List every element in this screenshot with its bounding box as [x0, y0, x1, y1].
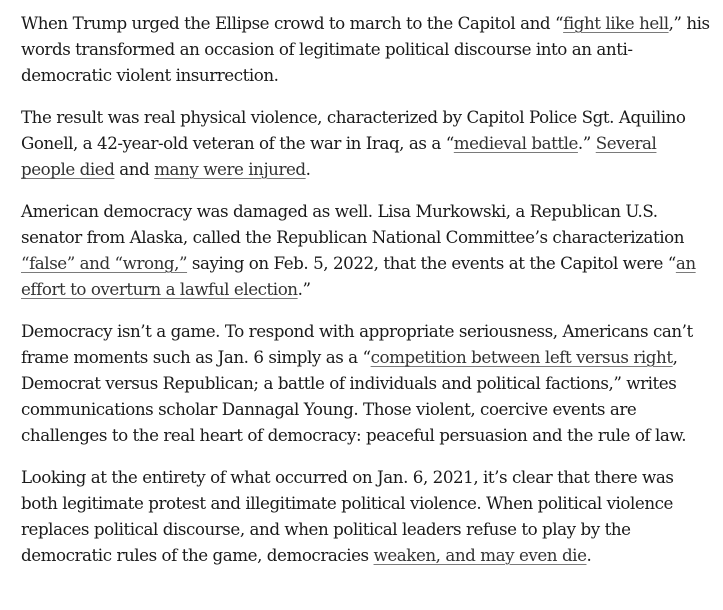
text-segment: ,” his words transformed an occasion of legitimate political discourse into an anti-democratic violent insurrection.: [21, 13, 710, 85]
link-medieval-battle[interactable]: medieval battle: [453, 133, 578, 153]
article-body: [21, 10, 713, 584]
text-segment: , Democrat versus Republican; a battle of individuals and political factions,” writes communications scholar Dannagal Young. Those violent, coercive events are challenges to the real heart of democracy: peaceful persuasion and the rule of law.: [21, 347, 687, 445]
text-segment: .: [586, 545, 592, 565]
link-fight-like-hell[interactable]: fight like hell: [563, 13, 669, 33]
link-false-and-wrong[interactable]: “false” and “wrong,”: [21, 253, 188, 273]
text-segment: and: [114, 159, 155, 179]
text-segment: When Trump urged the Ellipse crowd to march to the Capitol and “: [21, 13, 564, 33]
link-weaken-and-may-even-die[interactable]: weaken, and may even die: [373, 545, 587, 565]
text-segment: .: [305, 159, 311, 179]
text-segment: .”: [297, 279, 311, 299]
link-overturn-lawful-election[interactable]: an effort to overturn a lawful election: [21, 253, 696, 299]
paragraph-1: [21, 10, 713, 88]
text-segment: The result was real physical violence, characterized by Capitol Police Sgt. Aquilino Gonell, a 42-year-old veteran of the war in Iraq, as a “: [21, 107, 686, 153]
link-competition-left-versus-right[interactable]: competition between left versus right: [370, 347, 673, 367]
paragraph-2: [21, 104, 713, 182]
link-several-people-died[interactable]: Several people died: [21, 133, 657, 179]
paragraph-4: [21, 318, 713, 448]
text-segment: Democracy isn’t a game. To respond with appropriate seriousness, Americans can’t frame moments such as Jan. 6 simply as a “: [21, 321, 693, 367]
paragraph-5: [21, 464, 713, 568]
text-segment: saying on Feb. 5, 2022, that the events at the Capitol were “: [187, 253, 676, 273]
text-segment: American democracy was damaged as well. Lisa Murkowski, a Republican U.S. senator from Alaska, called the Republican National Committee’s characterization: [21, 201, 685, 247]
link-many-were-injured[interactable]: many were injured: [154, 159, 306, 179]
paragraph-3: [21, 198, 713, 302]
text-segment: .”: [577, 133, 596, 153]
text-segment: Looking at the entirety of what occurred on Jan. 6, 2021, it’s clear that there was both legitimate protest and illegitimate political violence. When political violence replaces political discourse, and when political leaders refuse to play by the democratic rules of the game, democracies: [21, 467, 674, 565]
